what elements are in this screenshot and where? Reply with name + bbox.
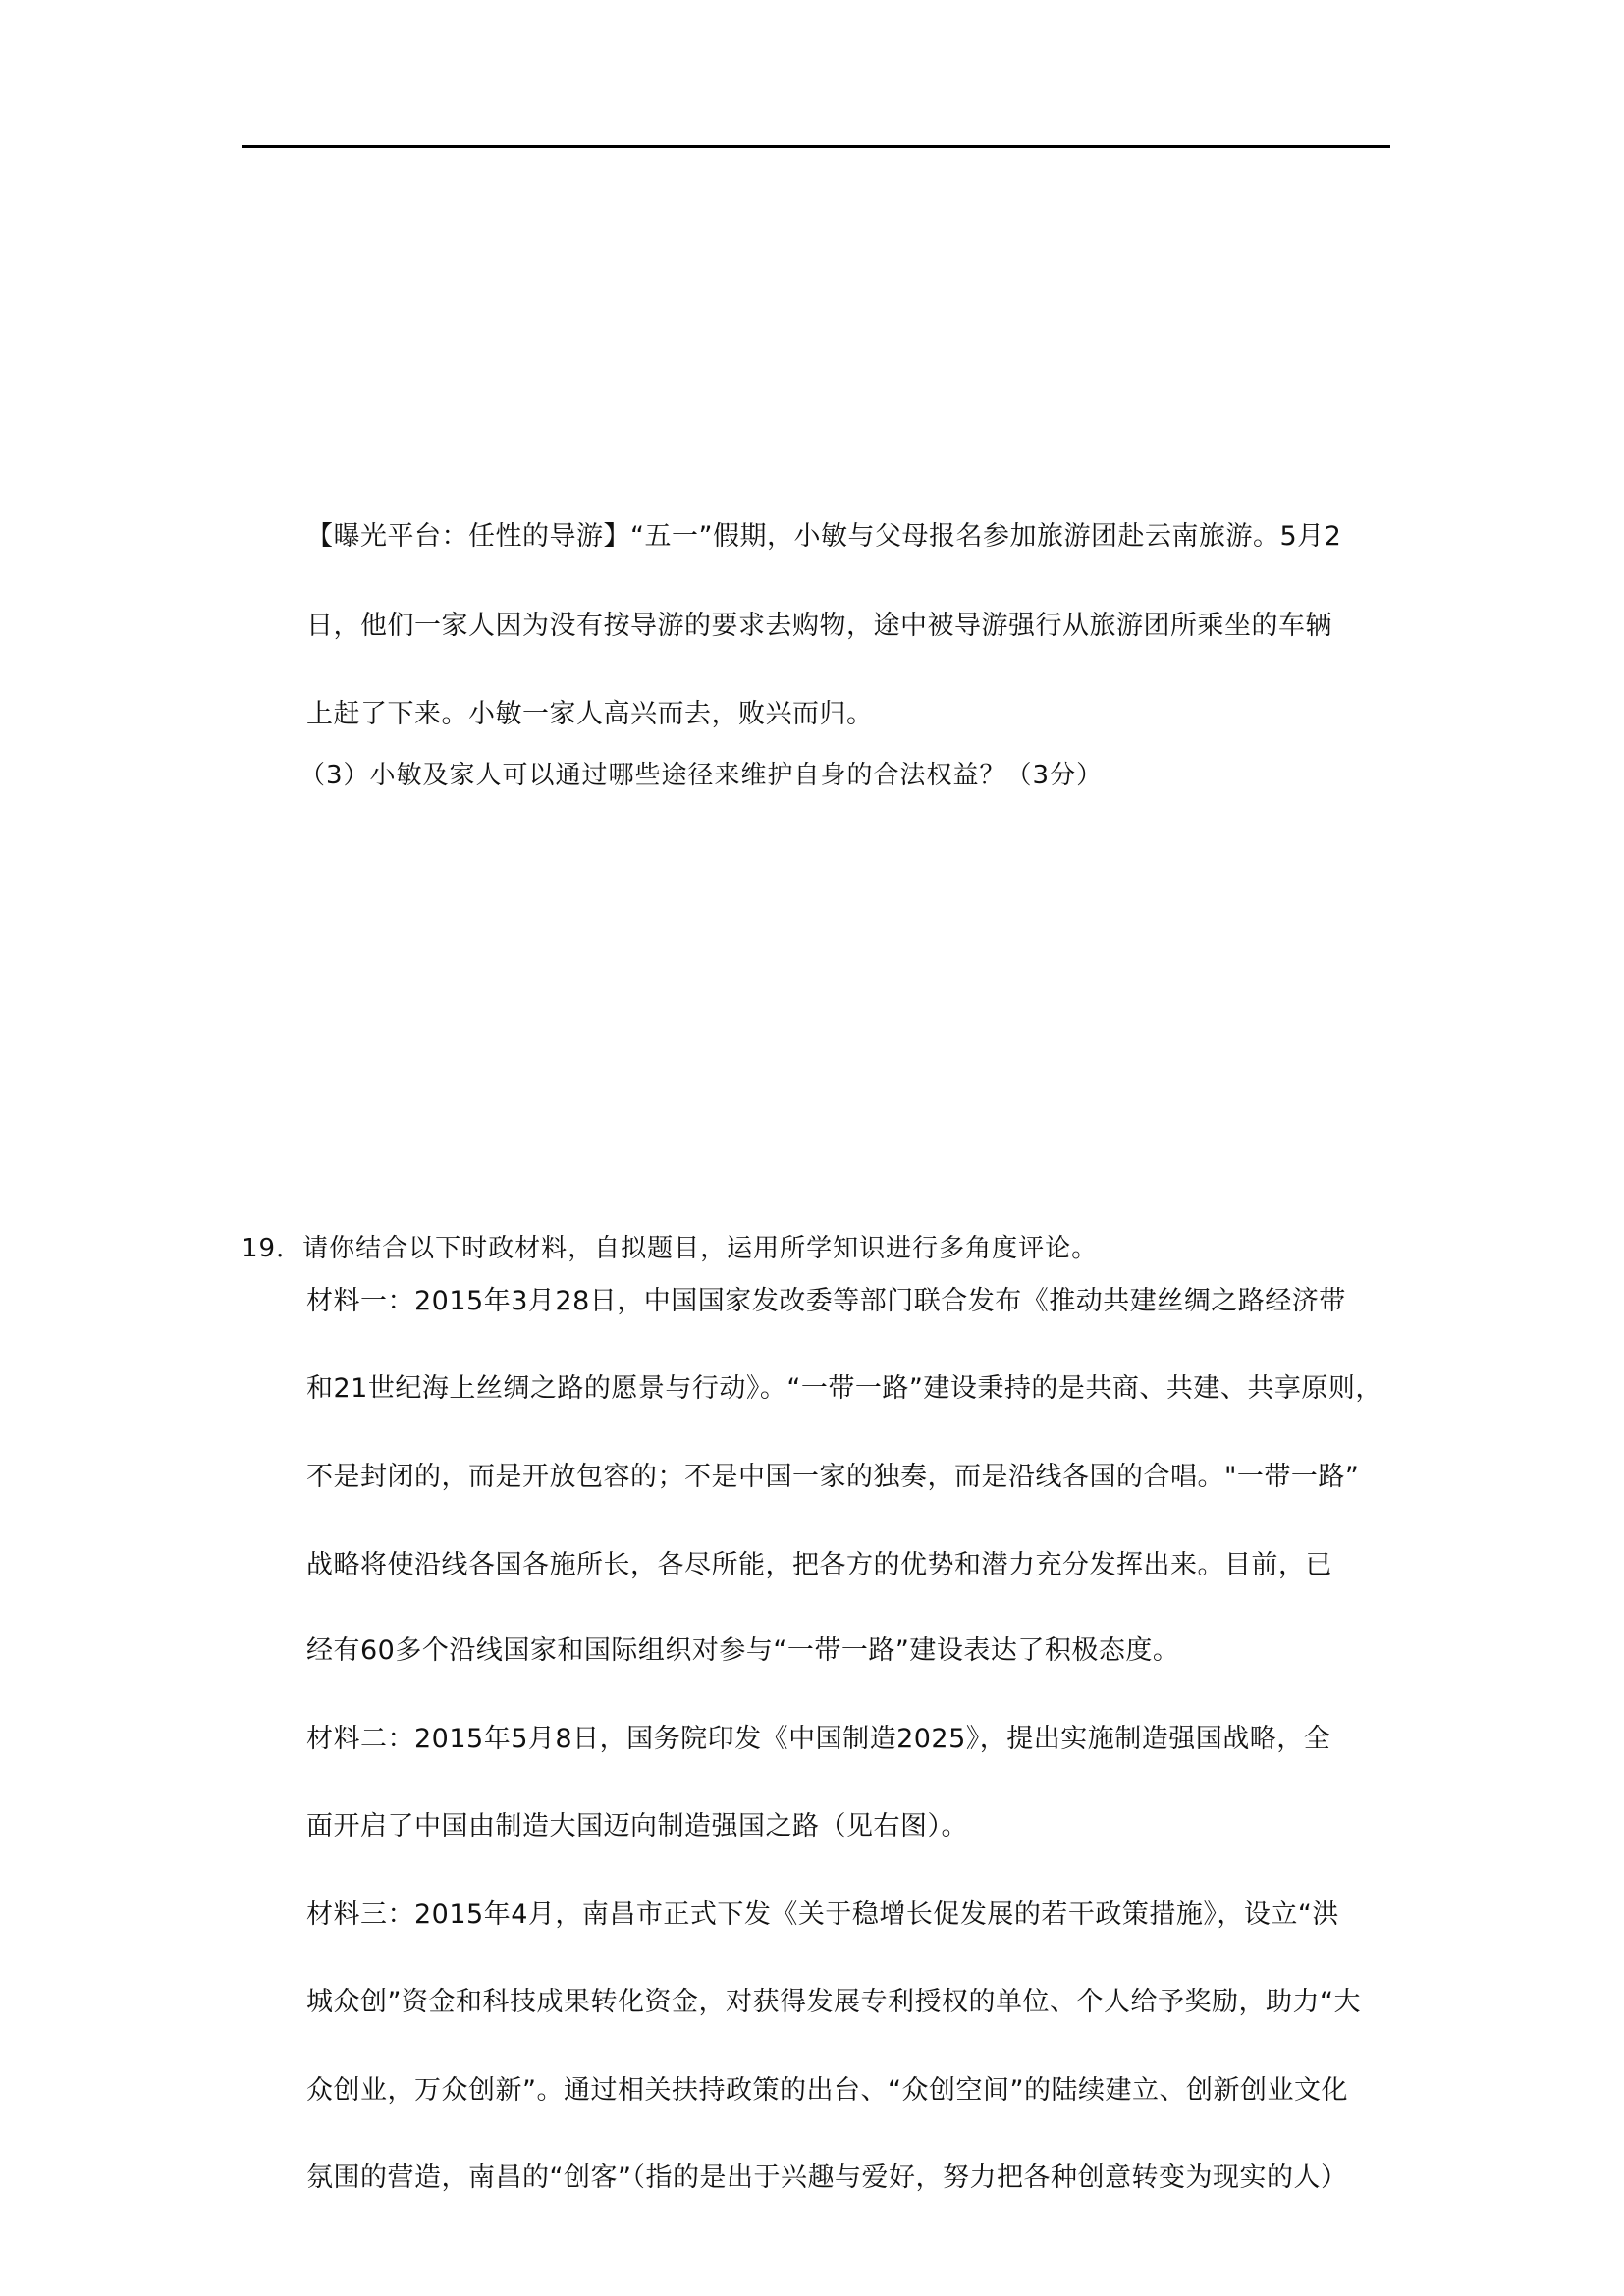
material-line: 氛围的营造，南昌的“创客”（指的是出于兴趣与爱好，努力把各种创意转变为现实的人） xyxy=(306,2163,1348,2193)
question-3: （3）小敏及家人可以通过哪些途径来维护自身的合法权益？（3分） xyxy=(299,761,1104,790)
question-19-prompt: 19．请你结合以下时政材料，自拟题目，运用所学知识进行多角度评论。 xyxy=(242,1234,1099,1263)
exposure-line-2: 日，他们一家人因为没有按导游的要求去购物，途中被导游强行从旅游团所乘坐的车辆 xyxy=(306,611,1332,641)
material-line: 材料二：2015年5月8日，国务院印发《中国制造2025》，提出实施制造强国战略，全 xyxy=(306,1724,1331,1754)
material-line: 经有60多个沿线国家和国际组织对参与“一带一路”建设表达了积极态度。 xyxy=(306,1635,1180,1666)
material-line: 面开启了中国由制造大国迈向制造强国之路（见右图）。 xyxy=(306,1811,968,1842)
exposure-line-3: 上赶了下来。小敏一家人高兴而去，败兴而归。 xyxy=(306,699,874,729)
material-line: 材料一：2015年3月28日，中国国家发改委等部门联合发布《推动共建丝绸之路经济带 xyxy=(306,1286,1346,1316)
material-line: 众创业，万众创新”。通过相关扶持政策的出台、“众创空间”的陆续建立、创新创业文化 xyxy=(306,2075,1348,2106)
material-line: 战略将使沿线各国各施所长，各尽所能，把各方的优势和潜力充分发挥出来。目前，已 xyxy=(306,1550,1332,1580)
material-line: 城众创”资金和科技成果转化资金，对获得发展专利授权的单位、个人给予奖励，助力“大 xyxy=(306,1987,1361,2017)
material-line: 和21世纪海上丝绸之路的愿景与行动》。“一带一路”建设秉持的是共商、共建、共享原则， xyxy=(306,1373,1382,1404)
header-rule xyxy=(242,145,1390,148)
exposure-line-1: 【曝光平台：任性的导游】“五一”假期，小敏与父母报名参加旅游团赴云南旅游。5月2 xyxy=(306,521,1342,552)
material-line: 不是封闭的，而是开放包容的；不是中国一家的独奏，而是沿线各国的合唱。"一带一路” xyxy=(306,1462,1360,1492)
material-line: 材料三：2015年4月，南昌市正式下发《关于稳增长促发展的若干政策措施》，设立“洪 xyxy=(306,1899,1339,1930)
